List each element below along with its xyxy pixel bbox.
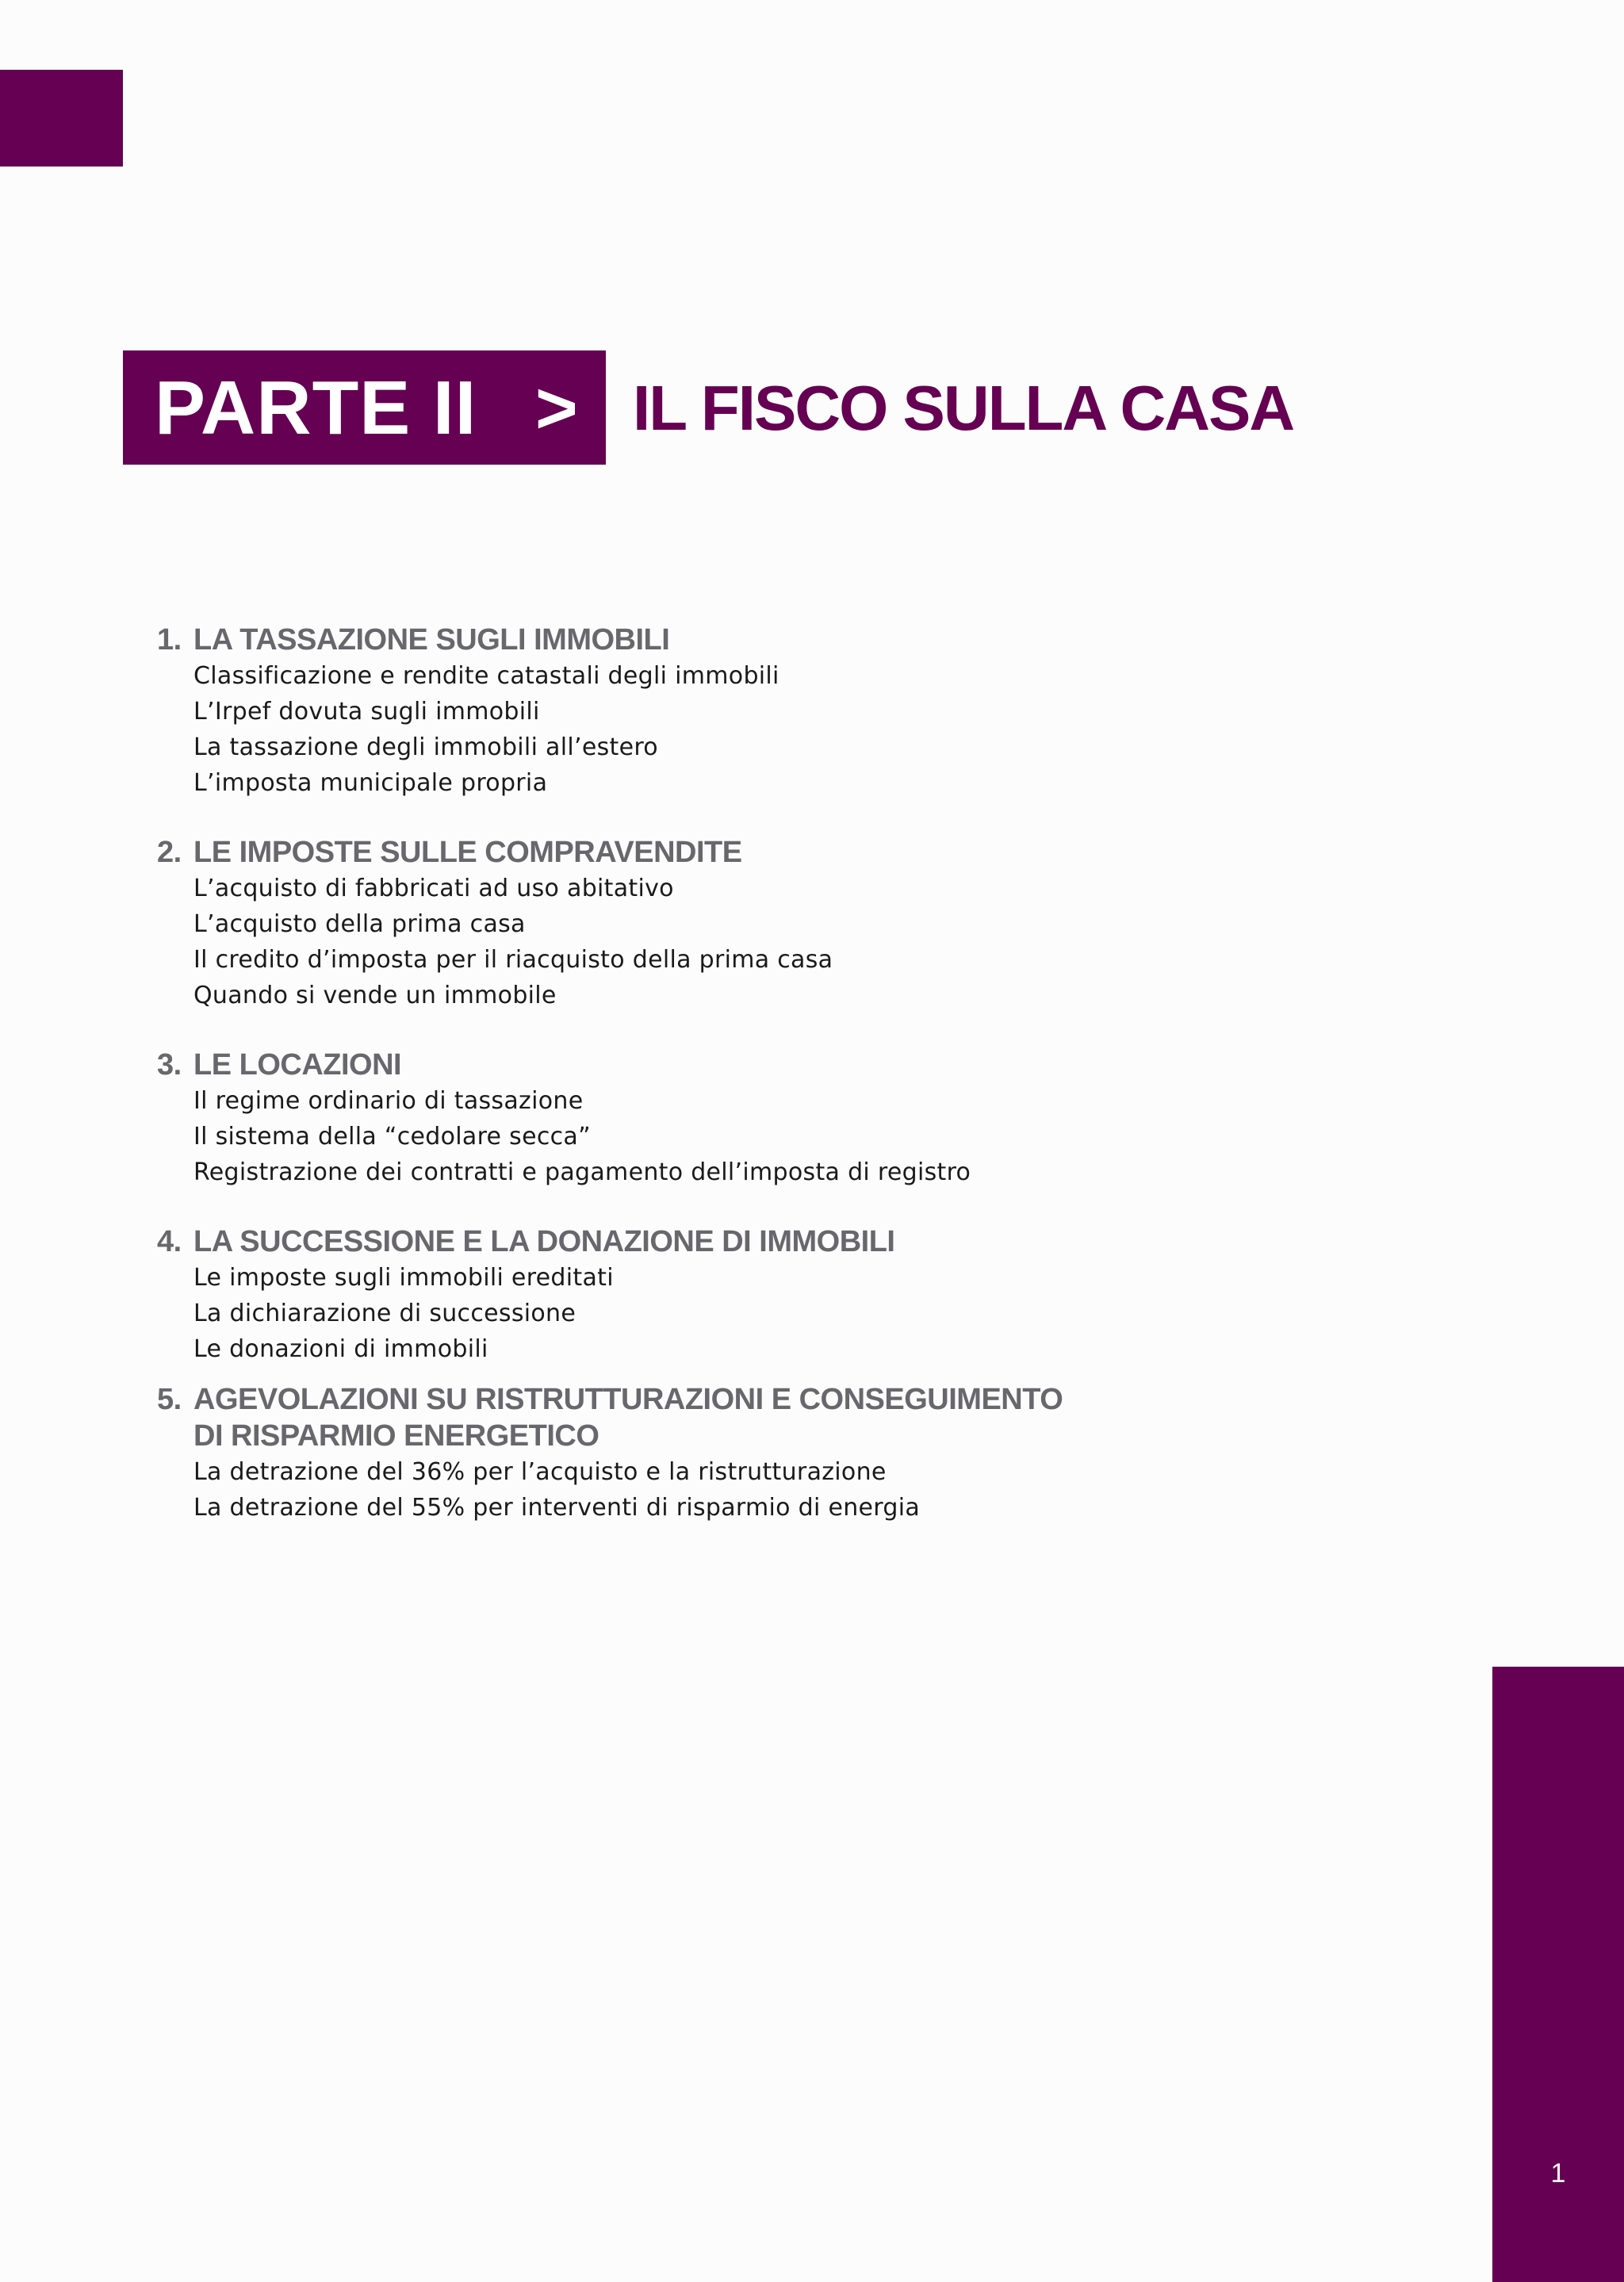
toc-item: L’acquisto di fabbricati ad uso abitativo [193,875,674,902]
section-number: 5. [157,1383,182,1416]
section-number: 4. [157,1225,182,1258]
section-number: 2. [157,836,182,869]
table-of-contents [157,622,1109,1559]
page-number: 1 [1550,2158,1566,2188]
toc-item: La detrazione del 55% per interventi di risparmio di energia [193,1494,921,1522]
toc-item: Il credito d’imposta per il riacquisto della prima casa [193,946,833,974]
toc-section-3 [157,1047,1109,1190]
section-title: LE IMPOSTE SULLE COMPRAVENDITE [193,836,742,869]
toc-item: La tassazione degli immobili all’estero [193,733,658,761]
part-label-box [123,350,606,465]
toc-item: Registrazione dei contratti e pagamento dell’imposta di registro [193,1158,971,1186]
toc-item: La dichiarazione di successione [193,1300,576,1327]
toc-item: L’imposta municipale propria [193,769,548,797]
toc-section-5 [157,1381,1109,1526]
section-title: LA SUCCESSIONE E LA DONAZIONE DI IMMOBILI [193,1225,895,1258]
section-heading [157,1047,1109,1083]
chevron-right-icon: > [535,368,578,449]
section-number: 3. [157,1048,182,1082]
toc-item: L’Irpef dovuta sugli immobili [193,698,540,726]
toc-item: Il sistema della “cedolare secca” [193,1123,591,1151]
section-title: LA TASSAZIONE SUGLI IMMOBILI [193,623,670,657]
part-label: PARTE II [155,366,477,450]
toc-item: L’acquisto della prima casa [193,910,526,938]
section-heading [157,1381,1109,1454]
section-heading [157,834,1109,871]
section-heading [157,622,1109,658]
toc-item: Le imposte sugli immobili ereditati [193,1264,614,1292]
section-title: AGEVOLAZIONI SU RISTRUTTURAZIONI E CONSEGUIMENTO [193,1383,1063,1416]
page-title: IL FISCO SULLA CASA [633,373,1294,443]
section-title-continued: DI RISPARMIO ENERGETICO [193,1419,599,1453]
toc-section-1 [157,622,1109,801]
toc-item: Il regime ordinario di tassazione [193,1087,584,1115]
side-accent-band [1492,1667,1624,2282]
toc-item: Le donazioni di immobili [193,1335,488,1363]
section-heading [157,1223,1109,1260]
toc-item: Quando si vende un immobile [193,982,557,1009]
toc-item: Classificazione e rendite catastali degli immobili [193,662,779,690]
section-title: LE LOCAZIONI [193,1048,402,1082]
toc-section-2 [157,834,1109,1013]
toc-item: La detrazione del 36% per l’acquisto e la ristrutturazione [193,1458,887,1486]
toc-section-4 [157,1223,1109,1367]
section-number: 1. [157,623,182,657]
corner-accent-block [0,70,123,167]
